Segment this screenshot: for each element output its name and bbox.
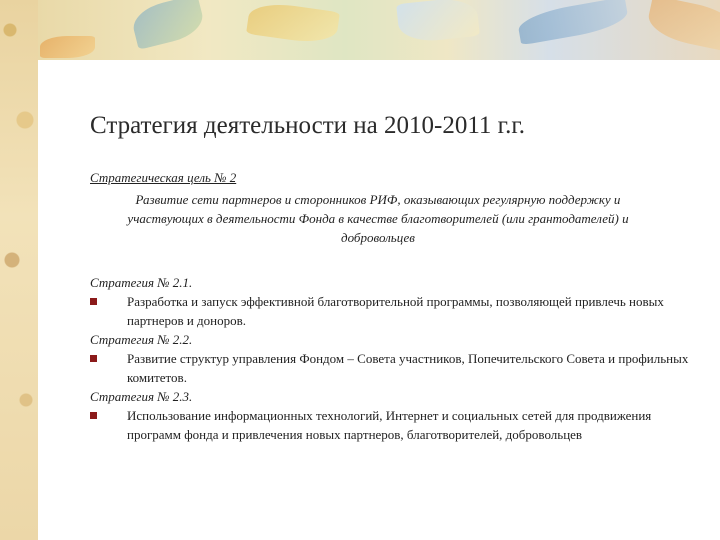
- strategy-label: Стратегия № 2.3.: [90, 389, 193, 404]
- slide-content: [38, 60, 720, 540]
- slide-title: Стратегия деятельности на 2010-2011 г.г.: [90, 112, 526, 139]
- strategy-bullet-item: [90, 349, 700, 387]
- decor-leaf: [645, 0, 720, 53]
- strategy-bullet-item: [90, 406, 700, 444]
- strategy-label: Стратегия № 2.1.: [90, 275, 193, 290]
- strategy-label: Стратегия № 2.2.: [90, 332, 193, 347]
- background-left-strip: [0, 0, 38, 540]
- decor-leaf: [396, 0, 480, 44]
- strategy-bullet-text: Разработка и запуск эффективной благотворительной программы, позволяющей привлечь новых партнеров и доноров.: [127, 294, 664, 328]
- decor-leaf: [40, 36, 95, 58]
- goal-text: Развитие сети партнеров и сторонников РИФ, оказывающих регулярную поддержку и участвующих в деятельности Фонда в качестве благотворителей (или грантодателей) и добровольцев: [127, 192, 629, 245]
- decor-leaf: [246, 0, 340, 46]
- background-top-strip: [38, 0, 720, 60]
- decor-leaf: [129, 0, 207, 50]
- decor-leaf: [516, 0, 630, 45]
- strategy-list: [90, 273, 700, 444]
- strategy-bullet-item: [90, 292, 700, 330]
- square-bullet-icon: [90, 412, 97, 419]
- strategy-bullet-text: Развитие структур управления Фондом – Совета участников, Попечительского Совета и профильных комитетов.: [127, 351, 689, 385]
- square-bullet-icon: [90, 298, 97, 305]
- square-bullet-icon: [90, 355, 97, 362]
- strategy-bullet-text: Использование информационных технологий, Интернет и социальных сетей для продвижения программ фонда и привлечения новых партнеров, благотворителей, добровольцев: [127, 408, 652, 442]
- goal-heading: Стратегическая цель № 2: [90, 170, 237, 185]
